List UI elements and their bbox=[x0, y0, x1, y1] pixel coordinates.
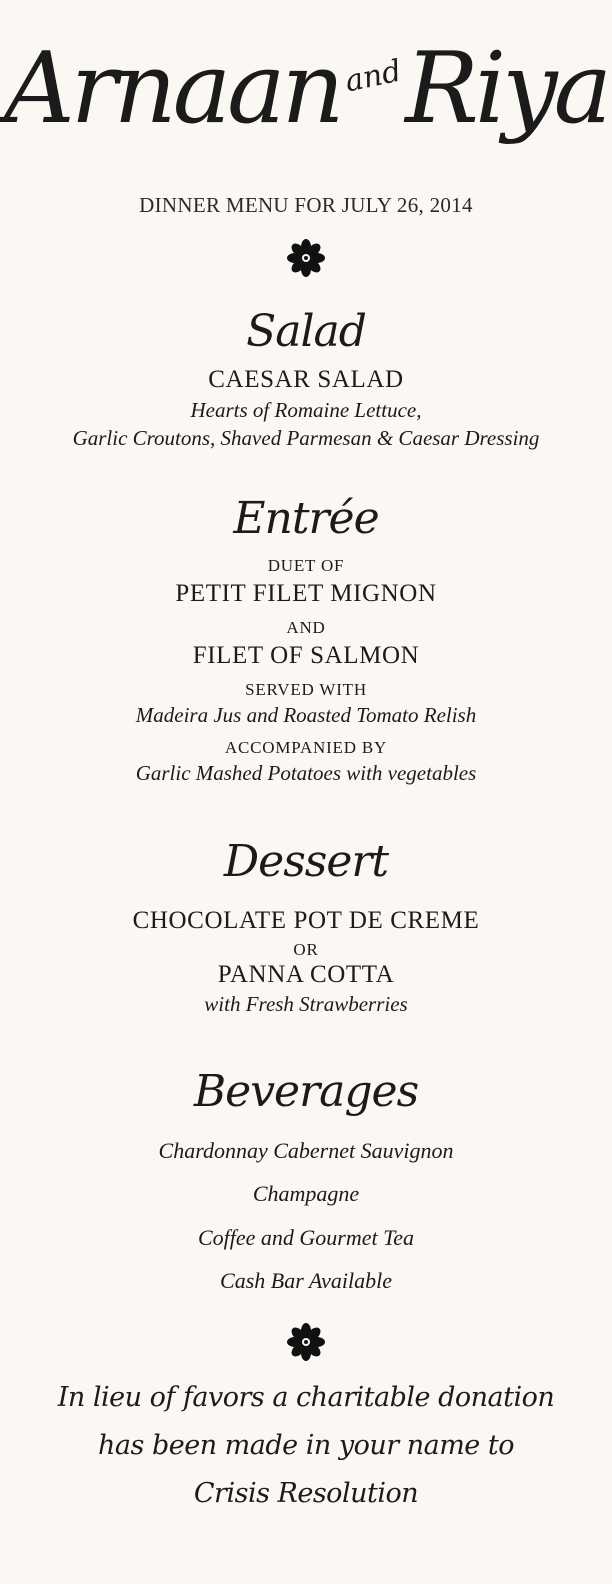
beverage-item: Cash Bar Available bbox=[220, 1268, 392, 1293]
entree-and: AND bbox=[286, 618, 326, 637]
dessert-dish-2-desc: with Fresh Strawberries bbox=[204, 992, 408, 1016]
dessert-dish-1: CHOCOLATE POT DE CREME bbox=[132, 907, 480, 934]
entree-duet-of: DUET OF bbox=[267, 556, 345, 575]
beverage-item: Chardonnay Cabernet Sauvignon bbox=[158, 1138, 454, 1163]
flower-ornament-icon bbox=[286, 1322, 326, 1362]
and-word: and bbox=[341, 53, 405, 100]
beverages-heading: Beverages bbox=[193, 1066, 419, 1117]
dessert-dish-2: PANNA COTTA bbox=[217, 961, 395, 988]
entree-accompanied-desc: Garlic Mashed Potatoes with vegetables bbox=[135, 761, 477, 785]
entree-served-with: SERVED WITH bbox=[245, 680, 367, 699]
closing-line-1: In lieu of favors a charitable donation bbox=[57, 1382, 555, 1413]
salad-heading: Salad bbox=[246, 306, 366, 357]
salad-desc-line-1: Hearts of Romaine Lettuce, bbox=[190, 398, 422, 422]
beverage-item: Coffee and Gourmet Tea bbox=[197, 1225, 415, 1250]
salad-desc-line-2: Garlic Croutons, Shaved Parmesan & Caesar Dressing bbox=[72, 426, 540, 450]
beverage-item: Champagne bbox=[252, 1181, 360, 1206]
entree-served-desc: Madeira Jus and Roasted Tomato Relish bbox=[135, 703, 477, 727]
closing-line-2: has been made in your name to bbox=[98, 1430, 514, 1461]
entree-heading: Entrée bbox=[233, 493, 379, 544]
salad-dish: CAESAR SALAD bbox=[208, 366, 404, 393]
entree-dish-1: PETIT FILET MIGNON bbox=[175, 580, 437, 607]
name-second: Riya bbox=[405, 32, 609, 146]
dessert-or: OR bbox=[293, 940, 319, 959]
entree-accompanied-by: ACCOMPANIED BY bbox=[224, 738, 388, 757]
name-first: Arnaan bbox=[3, 32, 341, 146]
dessert-heading: Dessert bbox=[223, 836, 389, 887]
couple-names bbox=[0, 32, 612, 200]
entree-dish-2: FILET OF SALMON bbox=[192, 642, 420, 669]
menu-subtitle: DINNER MENU FOR JULY 26, 2014 bbox=[139, 193, 473, 217]
closing-line-3: Crisis Resolution bbox=[193, 1478, 419, 1509]
flower-ornament-icon bbox=[286, 238, 326, 278]
